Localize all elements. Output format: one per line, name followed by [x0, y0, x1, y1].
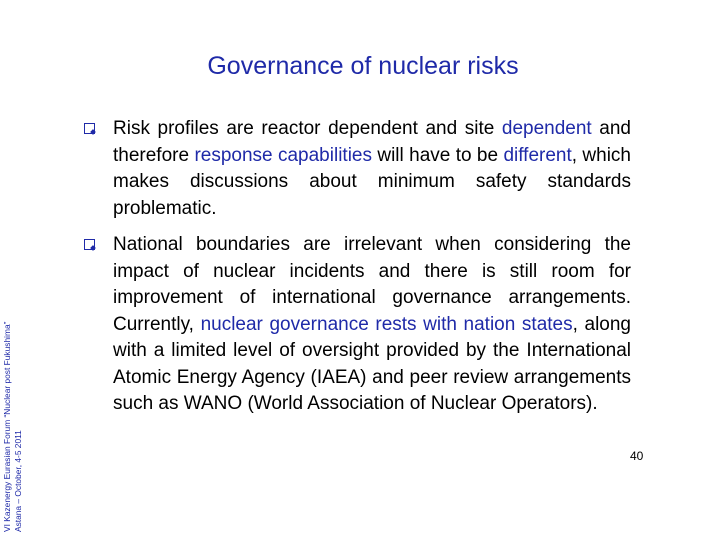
page-number: 40	[630, 449, 644, 463]
bullet-2-seg-2: , along with a limited level of oversight provided by the International Atomic Energy Agency (IAEA) and peer review arrangements such as WANO (World Association of Nuclear Operators).	[113, 313, 631, 414]
checkbox-bullet-icon	[84, 123, 95, 134]
bullet-text	[113, 232, 631, 418]
bullet-2-seg-1: nuclear governance rests with nation states	[200, 313, 573, 335]
bullet-2-seg-0: National boundaries are irrelevant when considering the impact of nuclear incidents and there is still room for improvement of international governance arrangements. Currently,	[113, 234, 631, 335]
bullet-risk-profiles	[84, 116, 631, 222]
bullet-1-seg-1: dependent	[501, 118, 592, 139]
side-note-line2: Astana – October, 4-5 2011	[12, 430, 23, 532]
bullet-national-boundaries	[84, 232, 631, 418]
bullet-1-seg-0: Risk profiles are reactor dependent and site	[113, 118, 502, 139]
bullet-1-seg-2: and therefore	[113, 118, 631, 166]
checkbox-bullet-icon	[84, 239, 95, 250]
bullet-1-seg-3: response capabilities	[194, 144, 372, 166]
bullet-1-seg-5: different	[503, 144, 572, 166]
slide-title: Governance of nuclear risks	[207, 52, 519, 80]
bullet-1-seg-6: , which makes discussions about minimum safety standards problematic.	[113, 144, 631, 219]
side-note-line1: VI Kazenergy Eurasian Forum “Nuclear post Fukushima”	[2, 321, 12, 532]
bullet-1-seg-4: will have to be	[371, 144, 504, 166]
bullet-text	[113, 116, 631, 222]
side-footer-note	[2, 272, 23, 532]
